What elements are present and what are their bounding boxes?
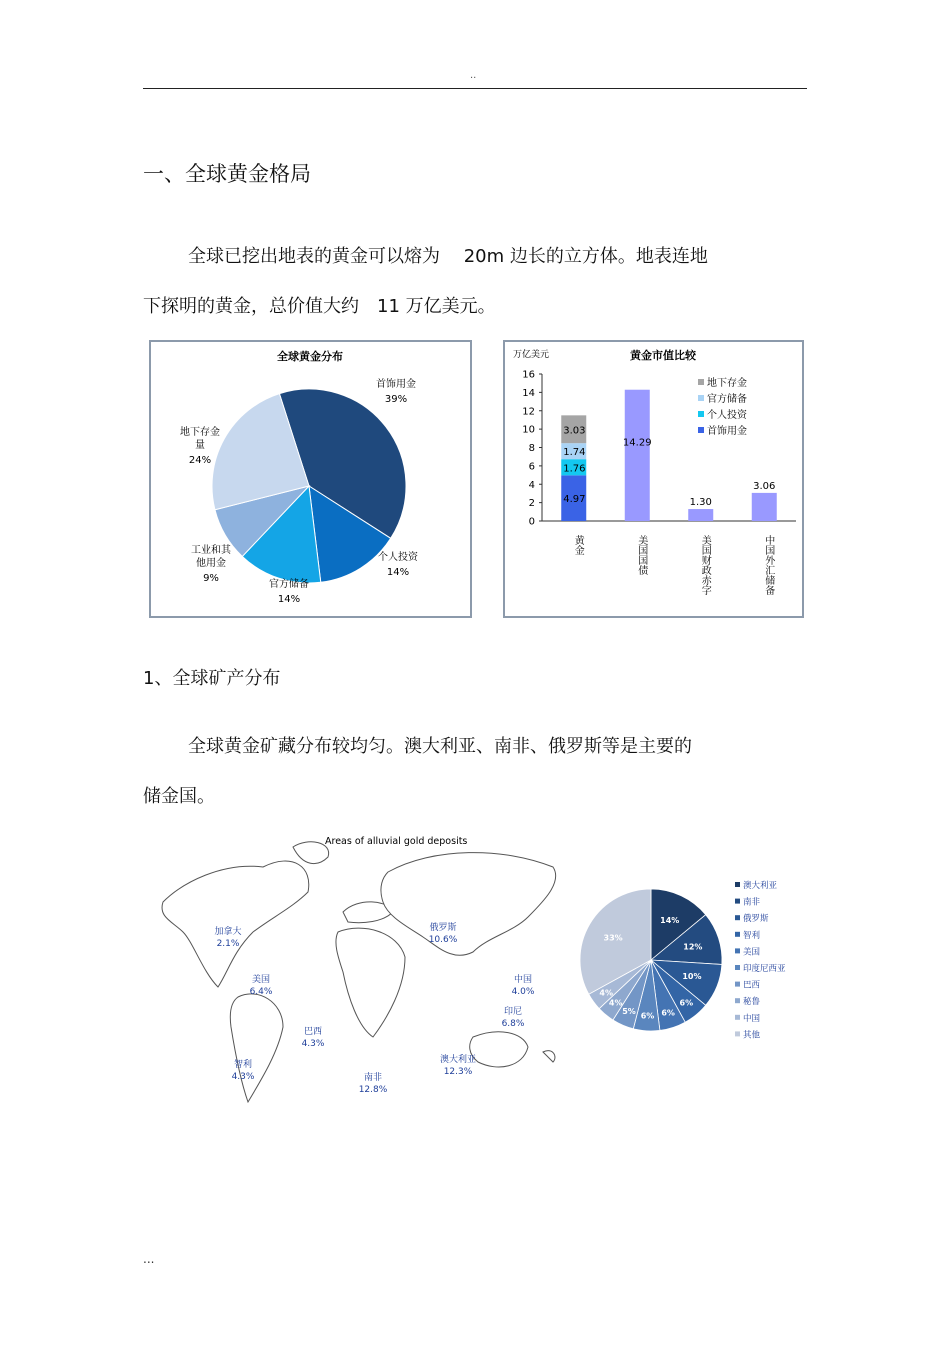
bar-legend-label-1: 官方储备 [707,394,747,405]
continent-outline-1 [230,994,283,1102]
pie2-legend-label-0: 澳大利亚 [743,881,778,891]
map-pct-3: 4.3% [301,1039,325,1049]
pie-title: 全球黄金分布 [277,350,343,363]
pie-slice-label-3: 他用金 [196,558,226,569]
pie-slice-label-4: 量 [195,440,205,451]
pie2-legend-label-6: 巴西 [743,980,761,991]
continent-outline-4 [336,928,405,1037]
pie2-pct-6: 5% [622,1006,636,1016]
bar-y-tick-label: 0 [528,516,535,528]
map-label-1: 美国 [251,975,271,985]
bar-y-tick-label: 12 [522,406,535,418]
continent-outline-5 [381,853,556,956]
bar-legend-swatch-0 [698,379,704,385]
bar-legend-swatch-2 [698,411,704,417]
pie2-pct-1: 12% [683,942,703,952]
map-pct-6: 4.0% [511,987,535,997]
pie-slice-label-4: 地下存金 [180,427,220,438]
map-label-2: 智利 [233,1060,253,1070]
bar-title: 黄金市值比较 [630,349,696,362]
map-pct-0: 2.1% [216,939,240,949]
pie-slice-label-0: 首饰用金 [376,379,416,390]
bar-segment-label-2: 1.74 [563,447,586,459]
pie2-legend-label-9: 其他 [743,1030,761,1041]
gold-market-value-bars [505,342,802,616]
continent-outline-7 [543,1051,555,1062]
pie2-pct-8: 4% [599,988,613,998]
pie2-legend-label-7: 秘鲁 [743,997,761,1008]
map-label-0: 加拿大 [214,927,242,937]
pie2-legend-label-1: 南非 [743,897,761,908]
bar-category-label-1: 美国国债 [635,535,647,575]
map-label-4: 南非 [363,1073,383,1083]
bar-label-0: 14.29 [622,437,652,449]
pie2-legend-swatch-9 [735,1031,740,1036]
bar-segment-label-1: 1.76 [563,463,586,475]
pie-slice-pct-0: 39% [384,394,408,405]
pie2-pct-2: 10% [682,972,702,982]
pie2-legend-swatch-7 [735,998,740,1003]
pie2-pct-4: 6% [661,1008,675,1018]
bar-legend-label-3: 首饰用金 [707,426,747,437]
pie2-pct-0: 14% [660,916,680,926]
gold-distribution-pie [151,342,470,616]
bar-label-2: 3.06 [753,480,776,492]
pie-slice-pct-3: 9% [203,573,219,584]
map-label-8: 澳大利亚 [439,1055,477,1065]
footer-mark: ... [143,1252,155,1266]
pie2-pct-9: 33% [603,933,623,943]
paragraph-line-1: 全球已挖出地表的黄金可以熔为 20m 边长的立方体。地表连地 [188,246,708,267]
pie2-legend-swatch-3 [735,932,740,937]
map-label-7: 印尼 [503,1007,523,1017]
pie2-pct-5: 6% [640,1011,655,1021]
pie2-legend-swatch-0 [735,882,740,887]
paragraph-line-3: 全球黄金矿藏分布较均匀。澳大利亚、南非、俄罗斯等是主要的 [188,736,692,757]
bar-0 [622,390,652,521]
subsection-title: 1、全球矿产分布 [143,668,281,689]
map-pct-2: 4.3% [231,1072,255,1082]
pie2-legend-label-4: 美国 [743,947,761,958]
bar-legend-label-2: 个人投资 [707,410,747,421]
paragraph-line-4: 储金国。 [143,786,215,807]
pie-slice-label-2: 官方储备 [269,579,309,590]
pie2-legend-swatch-8 [735,1015,740,1020]
map-pct-7: 6.8% [501,1019,525,1029]
map-pct-4: 12.8% [358,1085,388,1095]
map-pct-8: 12.3% [443,1067,473,1077]
pie2-legend-swatch-6 [735,982,740,987]
pie-slice-pct-4: 24% [188,455,212,466]
pie2-pct-3: 6% [679,998,694,1008]
continent-outline-2 [293,842,329,864]
section-title: 一、全球黄金格局 [143,162,311,186]
bar-category-label-2: 美国财政赤字 [699,535,711,595]
map-title: Areas of alluvial gold deposits [325,836,468,847]
bar-2 [752,493,777,521]
bar-y-tick-label: 10 [522,424,535,436]
map-label-5: 俄罗斯 [429,923,457,933]
bar-legend-swatch-3 [698,427,704,433]
map-pct-5: 10.6% [428,935,458,945]
pie2-legend-swatch-2 [735,915,740,920]
pie-slice-label-3: 工业和其 [191,545,231,556]
bar-1 [688,509,713,521]
bar-y-tick-label: 6 [528,461,535,473]
bar-y-tick-label: 2 [528,498,535,510]
gold-market-value-chart [503,340,804,618]
bar-y-tick-label: 4 [528,479,535,491]
pie2-pct-7: 4% [608,998,623,1008]
pie2-legend-swatch-5 [735,965,740,970]
bar-category-label-3: 中国外汇储备 [762,535,774,595]
pie-slice-pct-2: 14% [277,594,301,605]
pie2-legend-label-5: 印度尼西亚 [743,964,786,974]
pie2-legend-label-8: 中国 [743,1013,761,1024]
bar-y-tick-label: 8 [528,443,535,454]
bar-legend-label-0: 地下存金 [707,378,747,389]
pie-slice-pct-1: 14% [386,567,410,578]
continent-outline-0 [162,861,309,987]
map-label-3: 巴西 [303,1027,323,1037]
pie2-legend-label-2: 俄罗斯 [743,914,769,925]
bar-category-label-0: 黄金 [572,535,584,555]
bar-segment-label-3: 3.03 [563,425,586,437]
paragraph-line-2: 下探明的黄金，总价值大约 11 万亿美元。 [143,296,496,317]
pie2-legend-label-3: 智利 [743,930,761,941]
world-map [143,822,798,1112]
header-rule [143,88,807,89]
map-label-6: 中国 [513,975,533,985]
pie-slice-label-1: 个人投资 [378,552,418,563]
pie2-legend-swatch-4 [735,948,740,953]
header-mark: .. [470,70,477,81]
bar-segment-label-0: 4.97 [563,494,586,506]
map-pct-1: 6.4% [249,987,273,997]
bar-y-tick-label: 14 [522,387,535,399]
gold-distribution-chart [149,340,472,618]
bar-y-tick-label: 16 [522,369,535,381]
pie2-legend-swatch-1 [735,899,740,904]
bar-y-unit: 万亿美元 [513,350,550,360]
bar-legend-swatch-1 [698,395,704,401]
bar-label-1: 1.30 [689,497,712,509]
continent-outline-6 [470,1032,528,1067]
world-gold-deposits-figure [143,822,798,1112]
